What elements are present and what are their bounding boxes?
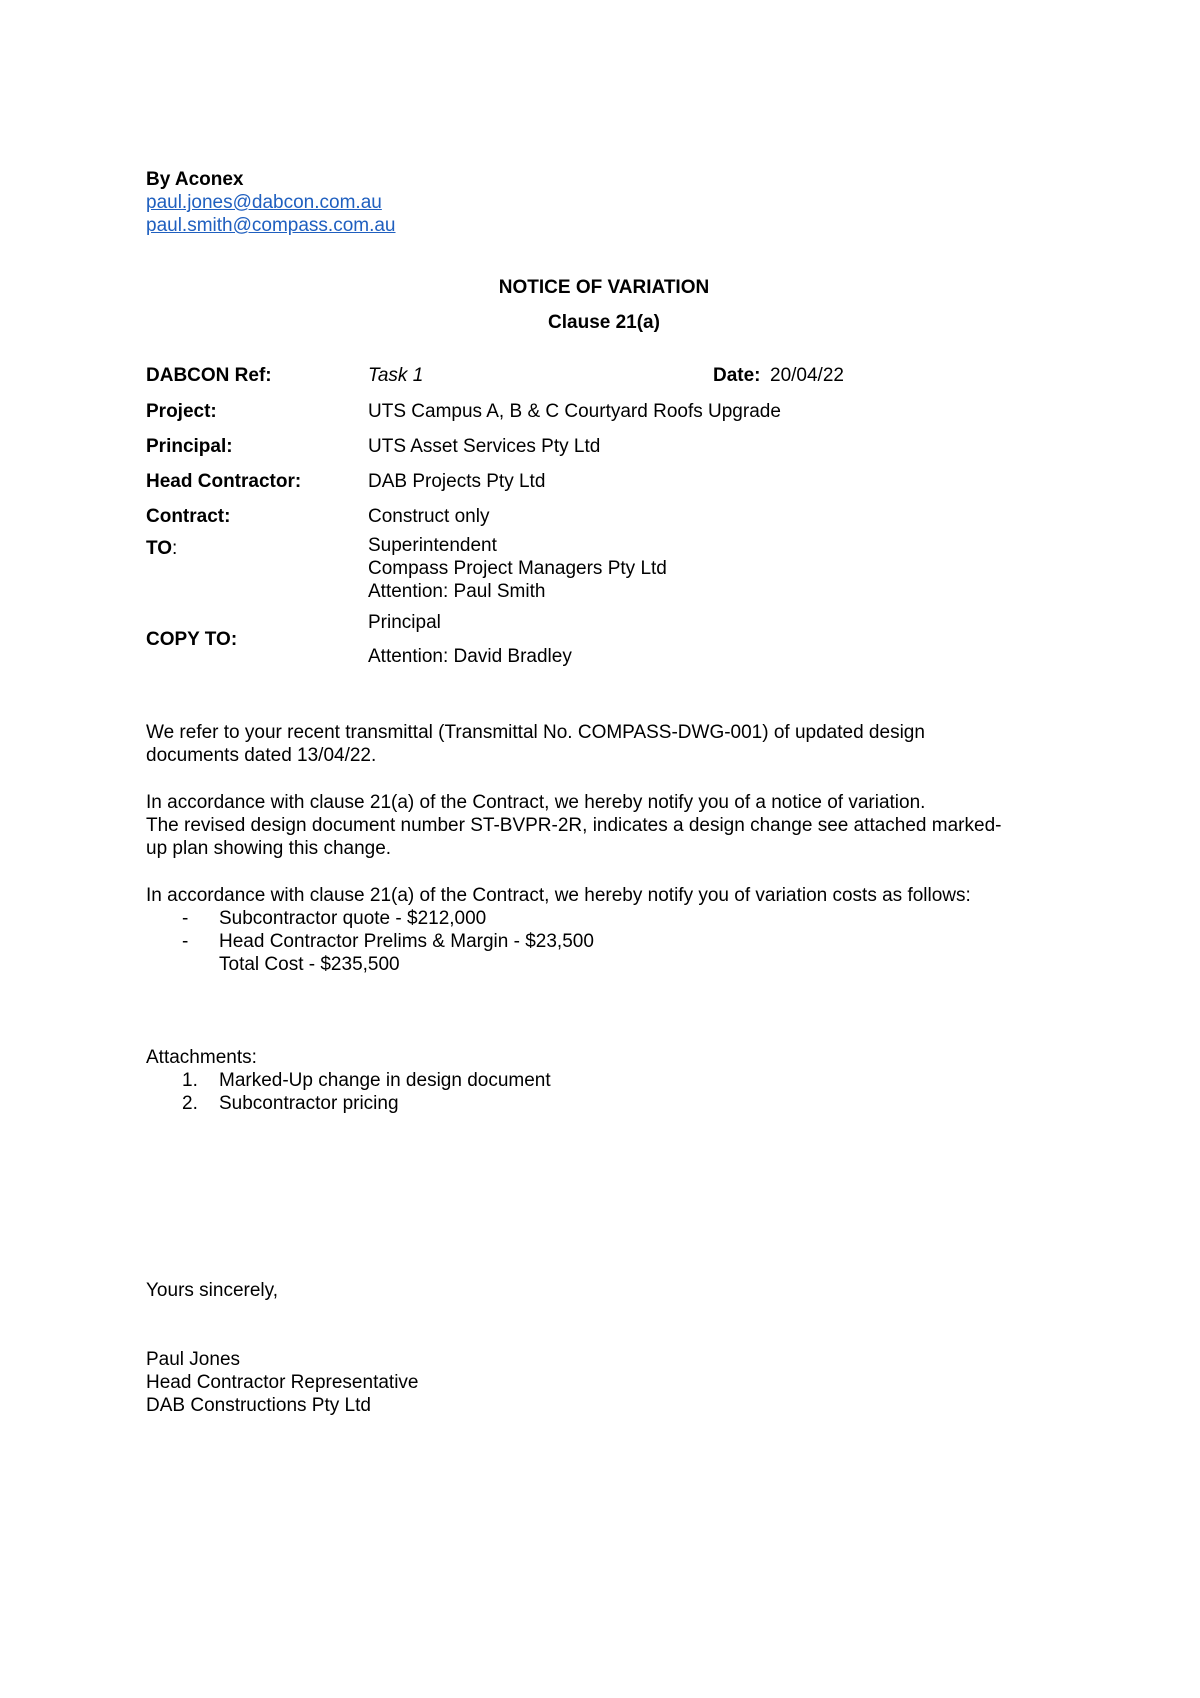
copy-line-2: Attention: David Bradley (368, 646, 572, 667)
principal-label: Principal: (146, 436, 233, 457)
paragraph-transmittal-line-2: documents dated 13/04/22. (146, 745, 377, 766)
copy-line-1: Principal (368, 612, 441, 633)
signatory-company: DAB Constructions Pty Ltd (146, 1395, 371, 1416)
paragraph-notice-line-1: In accordance with clause 21(a) of the Contract, we hereby notify you of a notice of variation. (146, 792, 926, 813)
principal-value: UTS Asset Services Pty Ltd (368, 436, 601, 457)
email-link-paul-jones[interactable]: paul.jones@dabcon.com.au (146, 192, 382, 213)
closing-salutation: Yours sincerely, (146, 1280, 279, 1301)
signatory-name: Paul Jones (146, 1349, 241, 1370)
total-cost: Total Cost - $235,500 (219, 954, 400, 975)
document-subtitle: Clause 21(a) (548, 312, 660, 333)
ref-value: Task 1 (368, 365, 424, 386)
project-value: UTS Campus A, B & C Courtyard Roofs Upgrade (368, 401, 781, 422)
head-contractor-label: Head Contractor: (146, 471, 302, 492)
to-line-2: Compass Project Managers Pty Ltd (368, 558, 667, 579)
delivery-method: By Aconex (146, 169, 244, 190)
to-label: TO (146, 538, 173, 559)
paragraph-notice-line-2: The revised design document number ST-BVPR-2R, indicates a design change see attached marked- (146, 815, 1002, 836)
head-contractor-value: DAB Projects Pty Ltd (368, 471, 546, 492)
document-title: NOTICE OF VARIATION (498, 277, 710, 298)
paragraph-transmittal-line-1: We refer to your recent transmittal (Transmittal No. COMPASS-DWG-001) of updated design (146, 722, 925, 743)
paragraph-notice-line-3: up plan showing this change. (146, 838, 392, 859)
email-link-paul-smith[interactable]: paul.smith@compass.com.au (146, 215, 396, 236)
to-line-3: Attention: Paul Smith (368, 581, 546, 602)
paragraph-costs-intro: In accordance with clause 21(a) of the Contract, we hereby notify you of variation costs as follows: (146, 885, 971, 906)
to-label-wrap (146, 537, 177, 561)
contract-value: Construct only (368, 506, 490, 527)
to-label-colon: : (172, 538, 178, 559)
attachments-label: Attachments: (146, 1047, 257, 1068)
date-label: Date: (713, 365, 761, 386)
ref-label: DABCON Ref: (146, 365, 272, 386)
attachment-number: 1. (182, 1070, 198, 1091)
date-value: 20/04/22 (770, 365, 844, 386)
attachment-item: Marked-Up change in design document (219, 1070, 551, 1091)
attachment-item: Subcontractor pricing (219, 1093, 399, 1114)
contract-label: Contract: (146, 506, 231, 527)
project-label: Project: (146, 401, 217, 422)
signatory-role: Head Contractor Representative (146, 1372, 419, 1393)
bullet-marker: - (182, 908, 189, 929)
cost-item: Head Contractor Prelims & Margin - $23,500 (219, 931, 594, 952)
cost-item: Subcontractor quote - $212,000 (219, 908, 487, 929)
copy-to-label: COPY TO: (146, 629, 238, 650)
to-line-1: Superintendent (368, 535, 497, 556)
attachment-number: 2. (182, 1093, 198, 1114)
bullet-marker: - (182, 931, 189, 952)
